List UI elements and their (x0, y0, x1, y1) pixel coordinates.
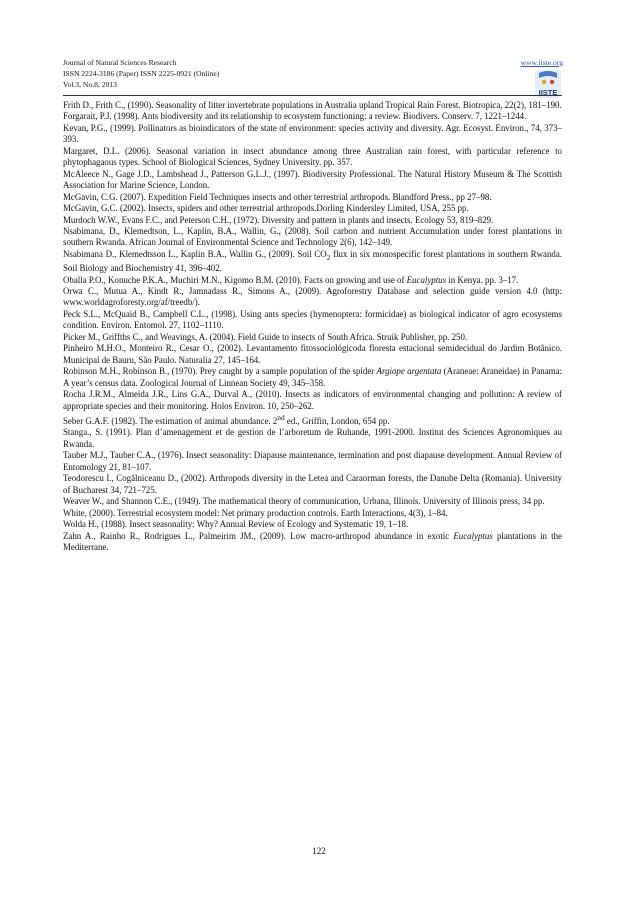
logo-text: IISTE (538, 88, 558, 97)
reference-sup: nd (277, 413, 285, 423)
reference-entry (63, 249, 562, 275)
reference-pre: Zahn A., Rainho R., Rodrigues L., Palmeirim JM., (2009). Low macro-arthropod abundance in exotic (63, 530, 454, 541)
reference-entry: Frith D., Frith C., (1990). Seasonality of litter invertebrate populations in Australia upland Tropical Rain Forest. Biotropica, 22(2), 181–190. (63, 100, 562, 110)
reference-pre: Robinson M.H., Robinson B., (1970). Prey caught by a sample population of the spider (63, 366, 377, 377)
reference-entry: Stanga., S. (1991). Plan d’amenagement et de gestion de l’arboretum de Ruhande, 1991-2000. Institut des Sciences Agronomiques au Rwanda. (63, 427, 562, 449)
reference-pre: Nsabimana D., Klemedtsson L., Kaplin B.A., Wallin G., (2009). Soil CO (63, 248, 327, 259)
reference-post: flux in six monospecific forest plantations in southern Rwanda. Soil Biology and Biochemistry 41, 396–402. (63, 248, 562, 274)
reference-entry: White, (2000). Terrestrial ecosystem model: Net primary production controls. Earth Interactions, 4(3), 1–84. (63, 507, 448, 518)
reference-post: in Kenya. pp. 3–17. (446, 274, 519, 285)
reference-post: plantations in the Mediterrane. (63, 530, 562, 552)
reference-post: (Araneae: Araneidae) in Panama: A year’s census data. Zoological Journal of Linnean Society 49, 345–358. (63, 366, 562, 388)
journal-url-link[interactable]: www.iiste.org (520, 58, 563, 67)
reference-italic: Eucalyptus (406, 274, 447, 285)
reference-entry (63, 412, 562, 427)
journal-issn: ISSN 2224-3186 (Paper) ISSN 2225-0921 (Online) (63, 69, 220, 78)
reference-entry: Nsabimana, D., Klemedtson, L., Kaplin, B.A., Wallin, G., (2008). Soil carbon and nutrient Accumulation under forest plantations in southern Rwanda. African Journal of Environmental Science and Technology 2(6), 142–149. (63, 225, 562, 248)
reference-pre: Seber G.A.F. (1982). The estimation of animal abundance. 2 (63, 415, 278, 426)
reference-entry: Forgarait, P.J. (1998). Ants biodiversity and its relationship to ecosystem functioning: a review. Biodivers. Conserv. 7, 1221–1244. (63, 111, 527, 122)
reference-entry: Murdoch W.W., Evans F.C., and Peterson C.H., (1972). Diversity and pattern in plants and insects. Ecology 53, 819–829. (63, 214, 494, 225)
reference-entry: Teodorescu I., Cogălniceanu D., (2002). Arthropods diversity in the Letea and Caraorman forests, the Danube Delta (Romania). University of Bucharest 34, 721–725. (63, 473, 562, 495)
reference-entry: Peck S.L., McQuaid B., Campbell C.L., (1998). Using ants species (hymenoptera: formicidae) as biological indicator of agro ecosystems condition. Environ. Entomol. 27, 1102–1110. (63, 308, 562, 331)
iiste-logo (535, 70, 561, 98)
reference-entry: McAleece N., Gage J.D., Lambshead J., Patterson G.L.J., (1997). Biodiversity Professional. The Natural History Museum & The Scottish Association for Marine Science, London. (63, 168, 562, 191)
reference-sub: 2 (326, 252, 331, 262)
reference-italic: Eucalyptus (453, 530, 493, 541)
reference-entry: Picker M., Griffths C., and Weavings, A. (2004). Field Guide to insects of South Africa. Struik Publisher, pp. 250. (63, 331, 468, 342)
reference-entry: Margaret, D.L. (2006). Seasonal variation in insect abundance among three Australian rain forest, with particular reference to phytophagaous types. School of Biological Sciences, Sydney University. pp. 357. (63, 145, 562, 168)
reference-entry: Kevan, P.G., (1999). Pollinators as bioindicators of the state of environment: species activity and diversity. Agr. Ecosyst. Environ., 74, 373–393. (63, 122, 562, 145)
reference-entry: Orwa C., Mutua A., Kindt R., Jamnadass R., Simons A., (2009). Agroforestry Database and selection guide version 4.0 (http: www.worldagroforesty.org/af/treedb/). (63, 286, 562, 308)
reference-entry (63, 366, 562, 389)
reference-entry (63, 275, 562, 286)
page-number: 122 (312, 846, 326, 856)
reference-list (63, 100, 562, 553)
journal-volume: Vol.3, No.8, 2013 (63, 80, 117, 89)
reference-pre: Oballa P.O., Konuche P.K.A., Muchiri M.N., Kigomo B.M. (2010). Facts on growing and use of (63, 274, 407, 285)
journal-name: Journal of Natural Sciences Research (63, 58, 177, 67)
reference-entry: Pinheiro M.H.O., Monteiro R., Cesar O., (2002). Levantamento fitossociológicoda floresta estacional semidecidual do Jardim Botânico. Municipal de Bauru, São Paulo. Naturalia 27, 145–164. (63, 343, 562, 365)
reference-entry: Wolda H., (1988). Insect seasonality: Why? Annual Review of Ecology and Systematic 19, 1–18. (63, 519, 409, 530)
reference-entry (63, 531, 562, 554)
reference-italic: Argiope argentata (376, 366, 442, 377)
reference-entry: McGavin, G.C. (2002). Insects, spiders and other terrestrial arthropods.Dorling Kindersley Limited, USA, 255 pp. (63, 203, 469, 214)
reference-entry: Rocha J.R.M., Almeida J.R., Lins G.A., Durval A., (2010). Insects as indicators of environmental changing and pollution: A review of appropriate species and their monitoring. Holos Environ. 10, 250–262. (63, 389, 562, 411)
header-divider (63, 95, 562, 96)
reference-entry: Weaver W., and Shannon C.E., (1949). The mathematical theory of communication, Urbana, Illinois. University of Illinois press, 34 pp. (63, 496, 545, 507)
reference-entry: McGavin, C.G. (2007). Expedition Field Techniques insects and other terrestrial arthropods. Blandford Press., pp 27–98. (63, 191, 492, 202)
reference-entry: Tauber M.J., Tauber C.A., (1976). Insect seasonality: Diapause maintenance, termination and post diapause development. Annual Review of Entomology 21, 81–107. (63, 450, 562, 472)
journal-header (63, 57, 563, 97)
reference-post: ed., Griffin, London, 654 pp. (284, 415, 390, 426)
